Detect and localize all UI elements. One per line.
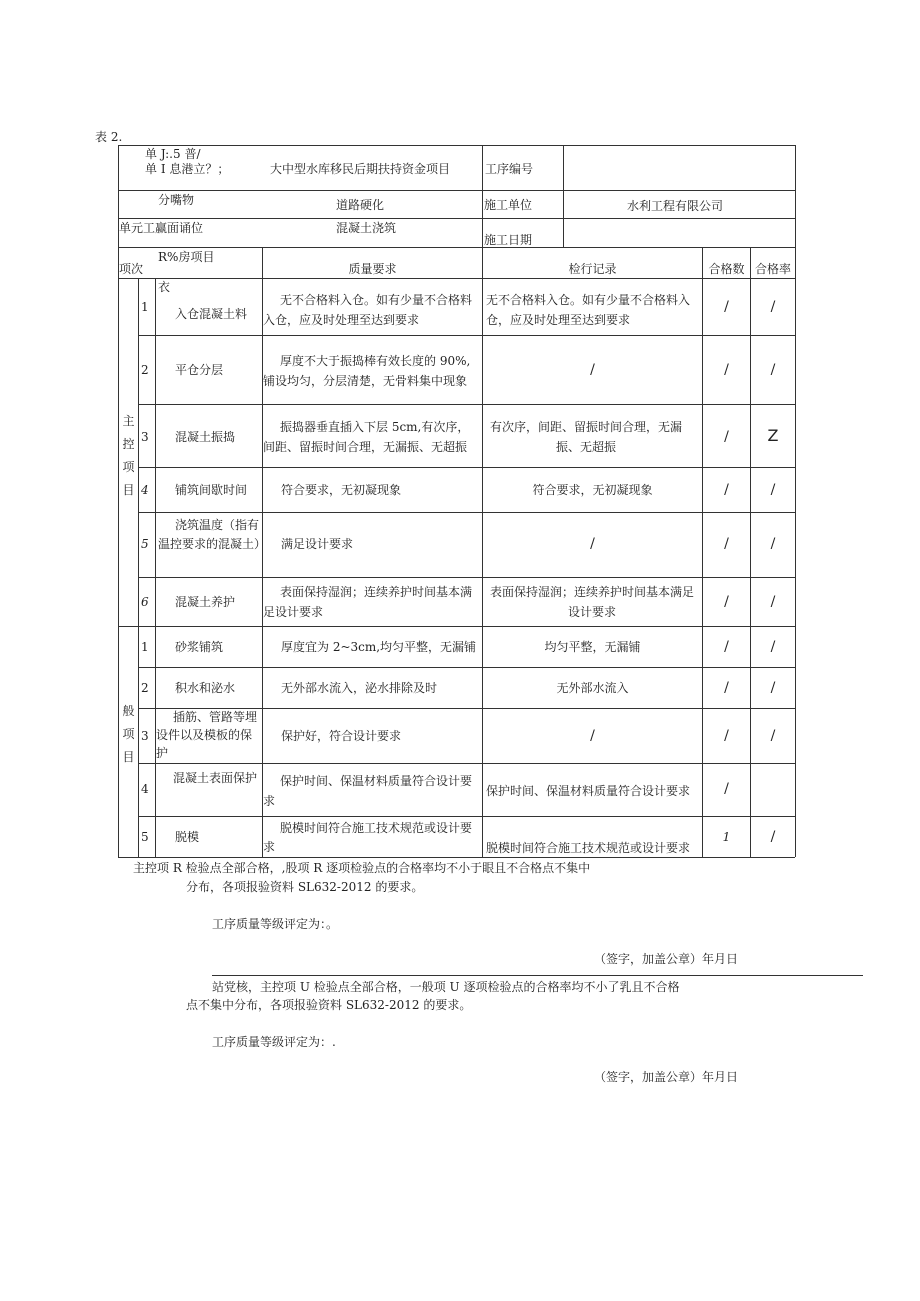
col-item: R%房项目 (158, 250, 215, 264)
project-name: 大中型水库移民后期扶持资金项目 (270, 162, 451, 176)
col-qualified-rate: 合格率 (754, 262, 791, 276)
table-label: 表 2. (95, 130, 123, 144)
grade-text-1: 工序质量等级评定为：。 (212, 917, 339, 931)
grade-text-2: 工序质量等级评定为：. (212, 1035, 336, 1049)
unit-name-label-1: 单 J:.5 普/ (145, 147, 201, 161)
construction-unit-value: 水利工程有限公司 (627, 199, 724, 213)
unit-work-label: 单元工赢面诵位 (119, 221, 204, 235)
unit-work-value: 混凝土浇筑 (336, 221, 397, 235)
process-no-label: 工序编号 (485, 162, 534, 176)
evaluation-text-2: 站党核，主控项 U 检验点全部合格，一般项 U 逐项检验点的合格率均不小了乳且不合格 (212, 980, 680, 994)
section-divider (212, 975, 863, 976)
construction-date-label: 施工日期 (484, 233, 533, 247)
construction-unit-label: 施工单位 (484, 198, 533, 212)
signature-line-1: （签字，加盖公章）年月日 (594, 952, 739, 966)
evaluation-text-2b: 点不集中分布，各项报验资料 SL632-2012 的要求。 (186, 998, 472, 1012)
signature-line-2: （签字，加盖公章）年月日 (594, 1070, 739, 1084)
sub-project-label: 分嘴物 (158, 193, 195, 207)
col-record: 检行记录 (568, 262, 617, 276)
general-group-label: 般 项 目 (122, 704, 135, 764)
col-qualified-count: 合格数 (708, 262, 745, 276)
evaluation-text-1: 主控项 R 检验点全部合格，,股项 R 逐项检验点的合格率均不小于眼且不合格点不集中 (133, 861, 591, 875)
sub-project-value: 道路硬化 (336, 198, 385, 212)
col-category: 项次 (119, 262, 144, 276)
main-group-label: 主 控 项 目 (122, 414, 135, 497)
unit-name-label-2: 单 I 息港立？； (145, 162, 230, 176)
evaluation-text-1b: 分布，各项报验资料 SL632-2012 的要求。 (186, 880, 424, 894)
col-requirement: 质量要求 (348, 262, 397, 276)
